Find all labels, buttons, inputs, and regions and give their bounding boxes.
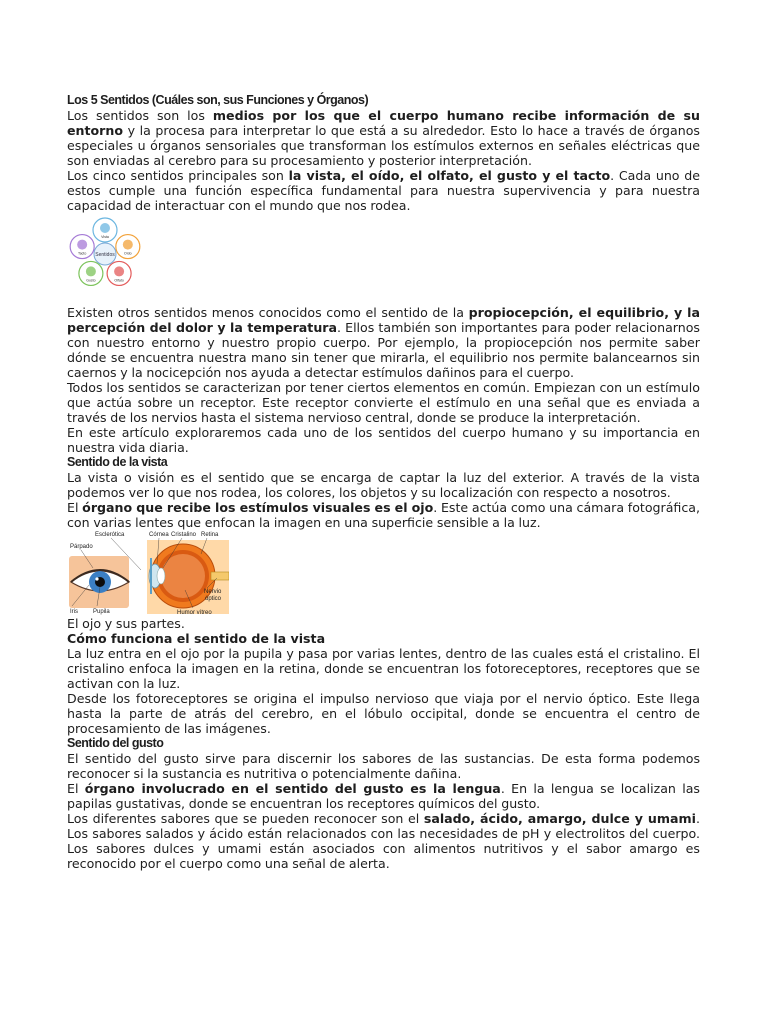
bold-run: órgano involucrado en el sentido del gusto es la lengua [84,781,501,796]
sense-icon [123,240,133,250]
text-run: . Cada uno de estos cumple una función específica fundamental para nuestra supervivencia y para nuestra capacidad de interactuar con el mundo que nos rodea. [67,168,700,213]
vista-paragraph-2 [67,500,700,530]
figure-caption: El ojo y sus partes. [67,616,185,631]
section-heading-vista: Sentido de la vista [67,455,168,469]
text-run: . Los sabores salados y ácido están relacionados con las necesidades de pH y electrolitos del cuerpo. Los sabores dulces y umami están asociados con alimentos nutritivos y el sabor amargo es reconocido por el cuerpo como una señal de alerta. [67,811,700,871]
others-paragraph-3: En este artículo exploraremos cada uno de los sentidos del cuerpo humano y su importancia en nuestra vida diaria. [67,425,700,455]
text-run: y la procesa para interpretar lo que está a su alrededor. Esto lo hace a través de órganos especiales u órganos sensoriales que transforman los estímulos externos en señales eléctricas que son enviadas al cerebro para su procesamiento y posterior interpretación. [67,123,700,168]
sense-icon [114,266,124,276]
eye-label-nervio: Nervio [204,589,222,595]
text-run: Los cinco sentidos principales son [67,168,289,183]
sense-label: Gusto [86,278,96,283]
eye-label-pupila: Pupila [93,609,110,615]
section-heading-como-funciona: Cómo funciona el sentido de la vista [67,631,326,646]
text-run: Existen otros sentidos menos conocidos como el sentido de la [67,305,469,320]
eye-label-optico: óptico [205,596,222,602]
eye-label-humor: Humor vítreo [177,610,212,616]
five-senses-image [67,216,143,292]
senses-center-label: Sentidos [95,252,115,258]
gusto-paragraph-3 [67,811,700,871]
sense-icon [86,266,96,276]
text-run: El [67,781,85,796]
text-run: . Este actúa como una cámara fotográfica, con varias lentes que enfocan la imagen en una superficie sensible a la luz. [67,500,701,530]
vista-paragraph-3: La luz entra en el ojo por la pupila y pasa por varias lentes, dentro de las cuales está el cristalino. El cristalino enfoca la imagen en la retina, donde se encuentran los fotoreceptores, receptores que se activan con la luz. [67,646,700,691]
bold-run: órgano que recibe los estímulos visuales es el ojo [82,500,434,515]
document-page [67,92,700,871]
sense-label: Oído [124,251,132,256]
eye-label-cristalino: Cristalino [171,532,197,538]
sense-icon [100,223,110,233]
eye-label-esclerotica: Esclerótica [95,532,125,538]
vista-paragraph-4: Desde los fotoreceptores se origina el impulso nervioso que viaja por el nervio óptico. Este llega hasta la parte de atrás del cerebro, en el lóbulo occipital, donde se encuentra el centro de procesamiento de las imágenes. [67,691,700,736]
text-run: Los diferentes sabores que se pueden reconocer son el [67,811,424,826]
intro-paragraph-1 [67,108,700,168]
sense-icon [77,240,87,250]
eye-label-parpado: Párpado [70,544,93,550]
sense-label: Vista [101,235,109,239]
others-paragraph-2: Todos los sentidos se caracterizan por tener ciertos elementos en común. Empiezan con un estímulo que actúa sobre un receptor. Este receptor convierte el estímulo en una señal que es enviada a través de los nervios hasta el sistema nervioso central, donde se produce la interpretación. [67,380,700,425]
bold-run: propiocepción, el equilibrio, y la percepción del dolor y la temperatura [67,305,700,335]
vista-paragraph-1: La vista o visión es el sentido que se encarga de captar la luz del exterior. A través de la vista podemos ver lo que nos rodea, los colores, los objetos y su localización con respecto a nosotros. [67,470,700,500]
eye-label-retina: Retina [201,532,219,538]
page-title: Los 5 Sentidos (Cuáles son, sus Funciones y Órganos) [67,93,369,107]
eye-label-cornea: Córnea [149,532,169,538]
text-run: . En la lengua se localizan las papilas gustativas, donde se encuentran los receptores químicos del gusto. [67,781,700,811]
bold-run: salado, ácido, amargo, dulce y umami [423,811,696,826]
gusto-paragraph-2 [67,781,700,811]
section-heading-gusto: Sentido del gusto [67,736,164,750]
eye-label-iris: Iris [70,609,78,615]
text-run: El [67,500,83,515]
text-run: . Ellos también son importantes para poder relacionarnos con nuestro entorno y nuestro propio cuerpo. Por ejemplo, la propiocepción nos permite saber dónde se encuentra nuestra mano sin tener que mirarla, el equilibrio nos permite balancearnos sin caernos y la nocicepción nos ayuda a detectar estímulos dañinos para el cuerpo. [67,320,700,380]
gusto-paragraph-1: El sentido del gusto sirve para discernir los sabores de las sustancias. De esta forma podemos reconocer si la sustancia es nutritiva o potencialmente dañina. [67,751,700,781]
bold-run: la vista, el oído, el olfato, el gusto y el tacto [288,168,611,183]
others-paragraph-1 [67,305,700,380]
intro-paragraph-2 [67,168,700,213]
bold-run: medios por los que el cuerpo humano recibe información de su entorno [67,108,700,138]
sense-label: Tacto [77,251,87,256]
sense-label: Olfato [114,278,124,283]
eye-diagram-image [67,530,229,616]
text-run: Los sentidos son los [67,108,213,123]
